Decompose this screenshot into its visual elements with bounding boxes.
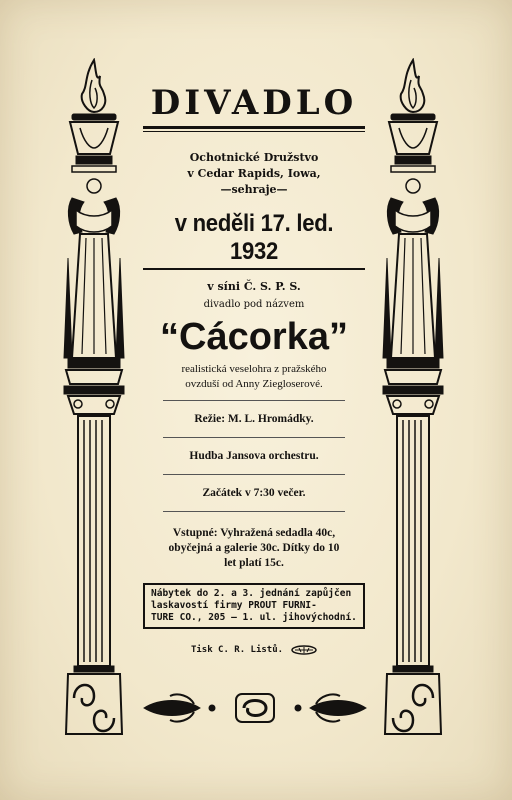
left-caryatid-column-icon — [62, 58, 126, 738]
notice-line-2: laskavostí firmy PROUT FURNI- — [151, 600, 317, 611]
presents-text: —sehraje— — [220, 183, 288, 196]
furniture-notice-box — [143, 583, 365, 629]
date-rule — [143, 268, 365, 270]
admission-line-2: obyčejná a galerie 30c. Dítky do 10 — [168, 542, 340, 554]
direction-text: Režie: M. L. Hromádky. — [194, 413, 314, 425]
music-text: Hudba Jansova orchestru. — [189, 450, 319, 462]
title-rule-thin — [143, 131, 365, 132]
play-title: “Cácorka” — [160, 316, 348, 358]
printer-text: Tisk C. R. Listů. — [190, 645, 284, 655]
organizer-line-1: Ochotnické Družstvo — [189, 151, 319, 164]
start-time-text: Začátek v 7:30 večer. — [202, 487, 306, 499]
notice-line-1: Nábytek do 2. a 3. jednání zapůjčen — [151, 588, 352, 599]
notice-line-3: TURE CO., 205 — 1. ul. jihovýchodní. — [151, 612, 357, 623]
program-text — [143, 84, 365, 655]
performance-date: v neděli 17. led. 1932 — [174, 210, 334, 265]
organizer-line-2: v Cedar Rapids, Iowa, — [187, 167, 321, 180]
description-line-2: ovzduší od Anny Ziegloserové. — [185, 378, 323, 390]
organizer — [143, 150, 365, 198]
page-title: DIVADLO — [150, 83, 358, 123]
printer-credit — [143, 645, 365, 655]
printer-ornament-icon — [291, 645, 317, 655]
title-rule — [143, 126, 365, 129]
description-line-1: realistická veselohra z pražského — [181, 363, 327, 375]
admission-line-1: Vstupné: Vyhražená sedadla 40c, — [172, 527, 336, 539]
admission-block — [143, 526, 365, 571]
divider — [163, 511, 345, 512]
admission-line-3: let platí 15c. — [224, 557, 284, 569]
right-caryatid-column-icon — [381, 58, 445, 738]
scroll-ornament-icon — [140, 690, 370, 726]
play-intro-text: divadlo pod názvem — [203, 299, 305, 310]
venue-text: v síni Č. S. P. S. — [207, 280, 301, 293]
